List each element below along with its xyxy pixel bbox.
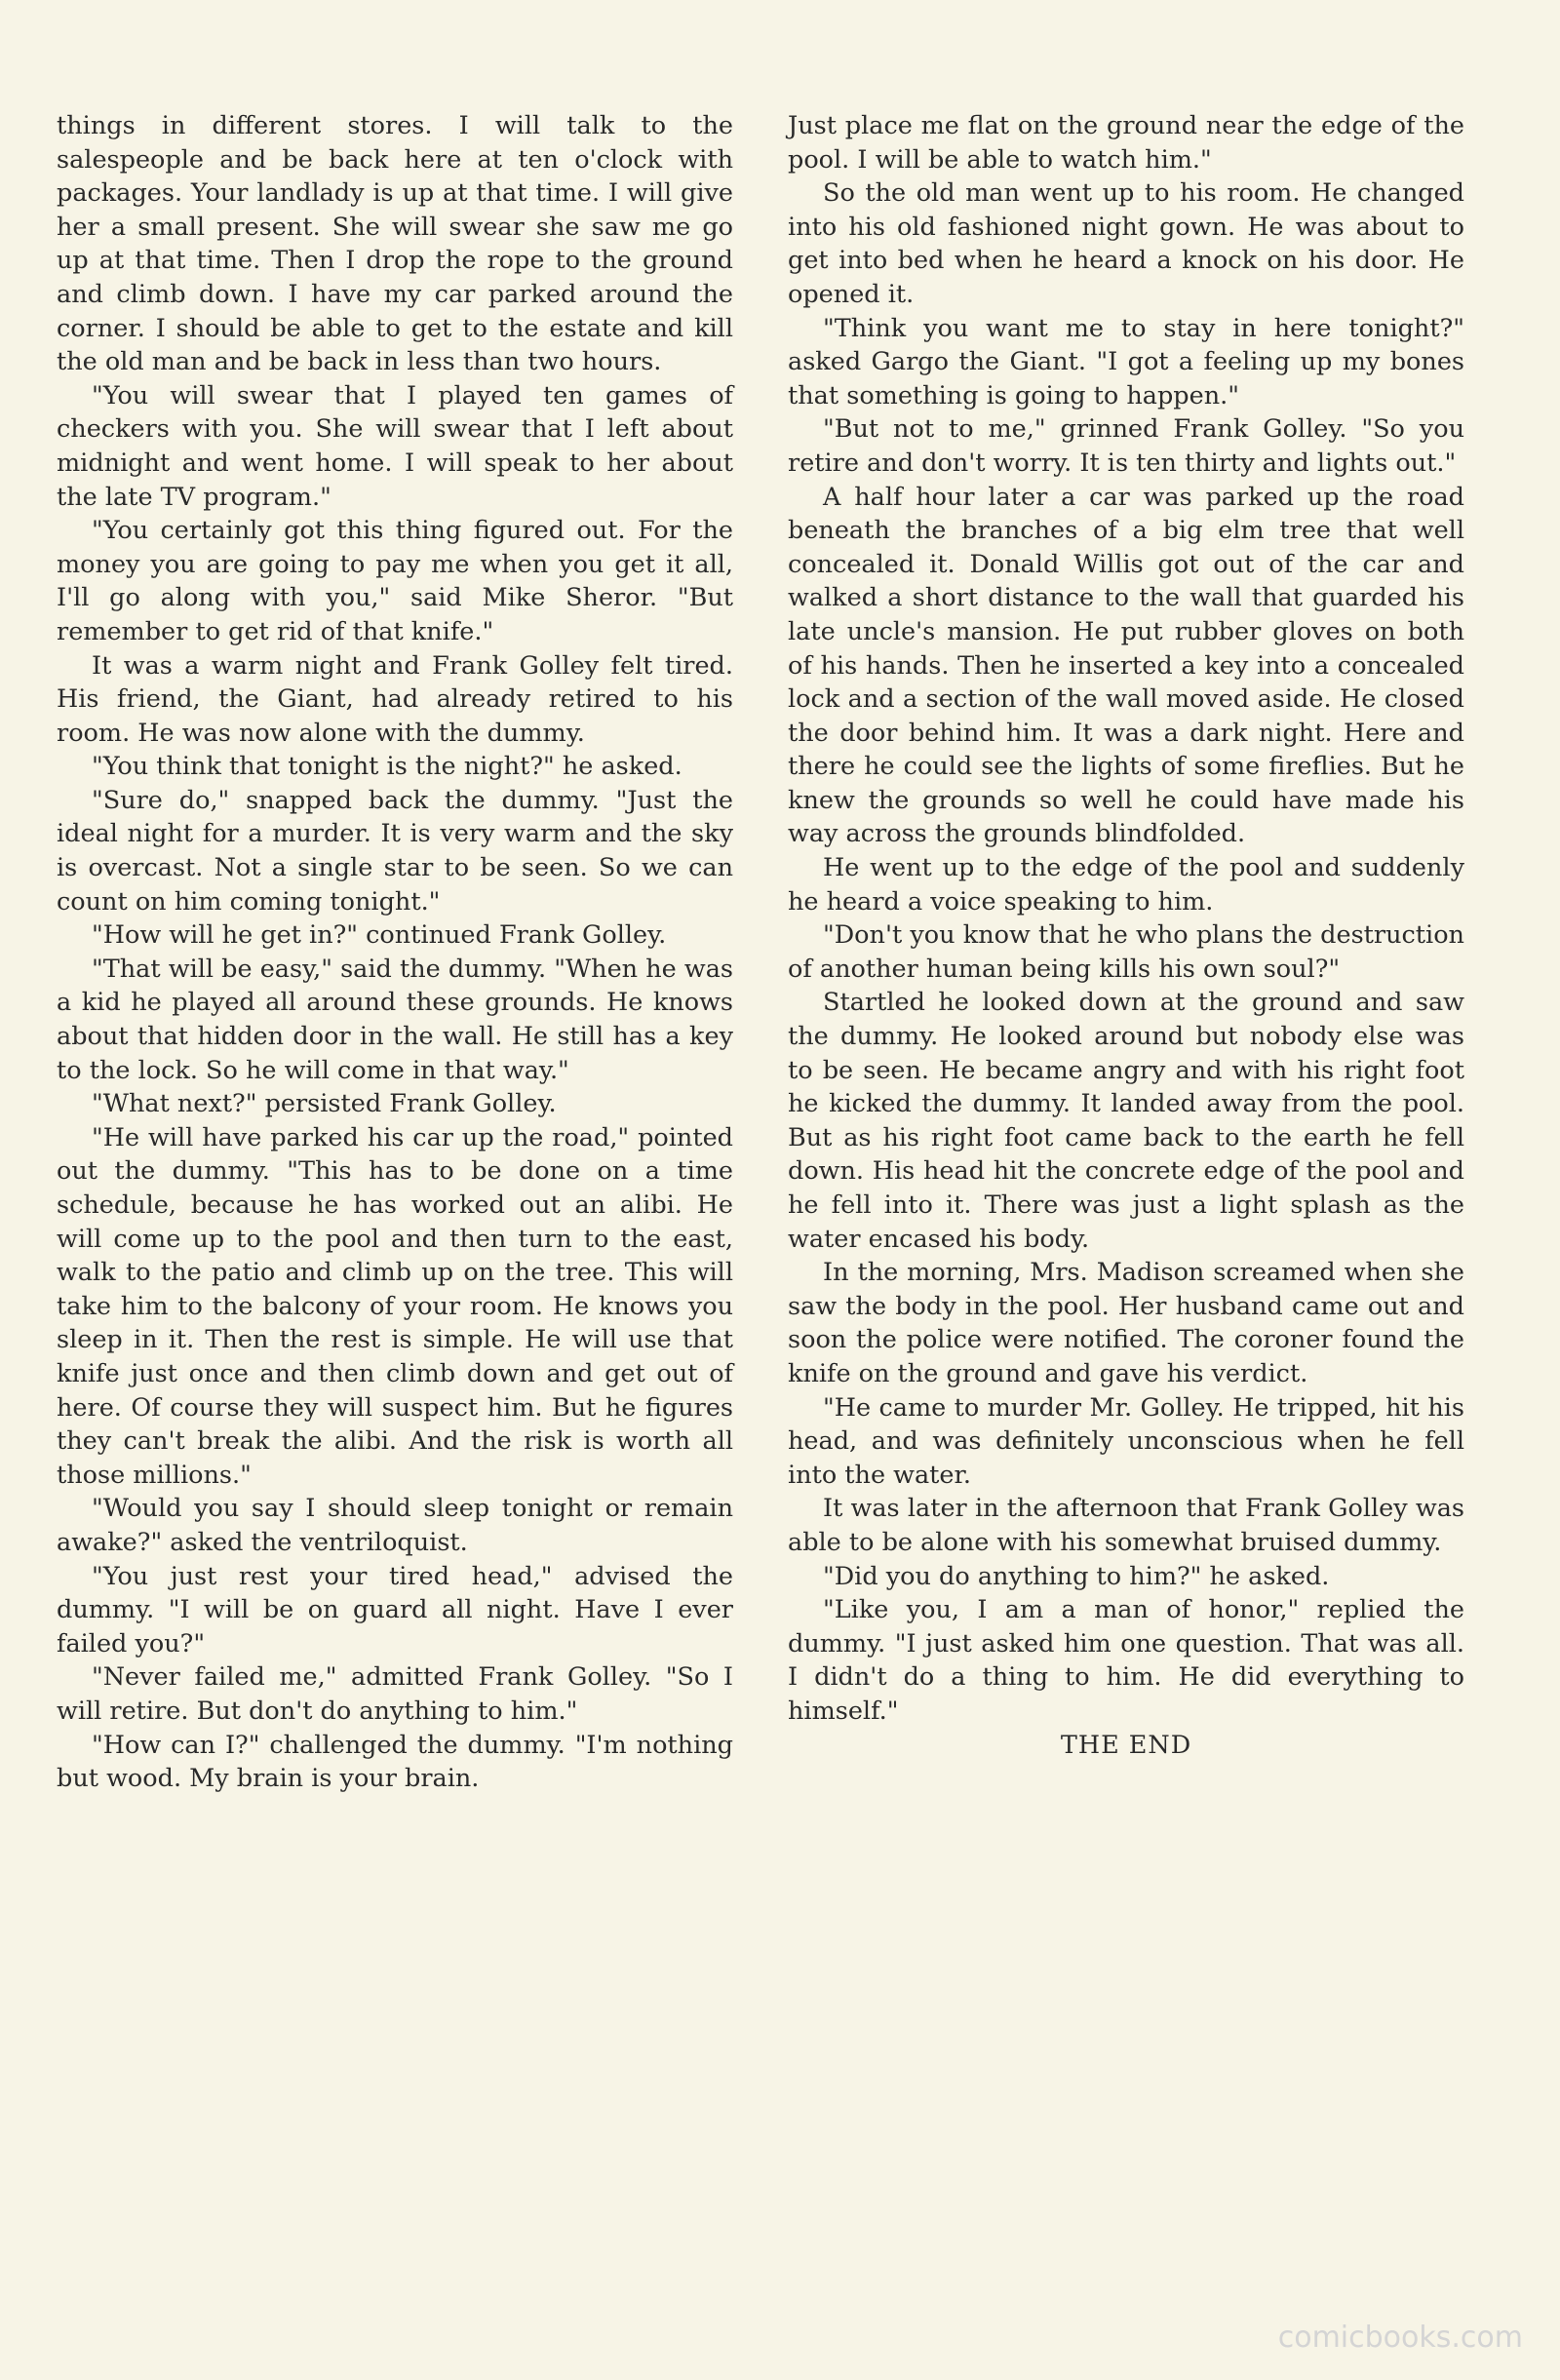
paragraph: things in different stores. I will talk to the salespeople and be back here at ten o'clock with packages. Your landlady is up at that time. I will give her a small present. She will swear she saw me go up at that time. Then I drop the rope to the ground and climb down. I have my car parked around the corner. I should be able to get to the estate and kill the old man and be back in less than two hours. (57, 111, 733, 377)
paragraph: "That will be easy," said the dummy. "When he was a kid he played all around these grounds. He knows about that hidden door in the wall. He still has a key to the lock. So he will come in that way." (57, 954, 733, 1085)
paragraph: "You certainly got this thing figured out. For the money you are going to pay me when you get it all, I'll go along with you," said Mike Sheror. "But remember to get rid of that knife." (57, 516, 733, 646)
paragraph: "You just rest your tired head," advised the dummy. "I will be on guard all night. Have I ever failed you?" (57, 1561, 733, 1658)
faded-page-header (546, 6, 1014, 45)
paragraph: "Think you want me to stay in here tonight?" asked Gargo the Giant. "I got a feeling up my bones that something is going to happen." (788, 313, 1464, 410)
paragraph: "He will have parked his car up the road," pointed out the dummy. "This has to be done on a time schedule, because he has worked out an alibi. He will come up to the pool and then turn to the east, walk to the patio and climb up on the tree. This will take him to the balcony of your room. He knows you sleep in it. Then the rest is simple. He will use that knife just once and then climb down and get out of here. Of course they will suspect him. But he figures they can't break the alibi. And the risk is worth all those millions." (57, 1122, 733, 1490)
paragraph: "How will he get in?" continued Frank Golley. (92, 920, 667, 951)
paragraph: "He came to murder Mr. Golley. He tripped, hit his head, and was definitely unconscious when he fell into the water. (788, 1392, 1464, 1490)
paragraph: "You think that tonight is the night?" he asked. (92, 752, 682, 782)
paragraph: "You will swear that I played ten games of checkers with you. She will swear that I left about midnight and went home. I will speak to her about the late TV program." (57, 380, 733, 512)
site-watermark: comicbooks.com (1277, 2321, 1523, 2355)
the-end-label: THE END (1060, 1730, 1192, 1760)
paragraph: Just place me flat on the ground near the edge of the pool. I will be able to watch him." (788, 111, 1464, 175)
paragraph: "But not to me," grinned Frank Golley. "So you retire and don't worry. It is ten thirty and lights out." (788, 414, 1464, 478)
paragraph: "Did you do anything to him?" he asked. (823, 1561, 1330, 1591)
paragraph: "Never failed me," admitted Frank Golley. "So I will retire. But don't do anything to him." (57, 1662, 733, 1726)
paragraph: It was later in the afternoon that Frank Golley was able to be alone with his somewhat bruised dummy. (788, 1494, 1464, 1557)
paragraph: "Like you, I am a man of honor," replied the dummy. "I just asked him one question. That was all. I didn't do a thing to him. He did everything to himself." (788, 1595, 1464, 1726)
left-text-column (57, 109, 733, 1796)
paragraph: "Would you say I should sleep tonight or remain awake?" asked the ventriloquist. (57, 1494, 733, 1557)
paragraph: A half hour later a car was parked up the road beneath the branches of a big elm tree that well concealed it. Donald Willis got out of the car and walked a short distance to the wall that guarded his late uncle's mansion. He put rubber gloves on both of his hands. Then he inserted a key into a concealed lock and a section of the wall moved aside. He closed the door behind him. It was a dark night. Here and there he could see the lights of some fireflies. But he knew the grounds so well he could have made his way across the grounds blindfolded. (788, 482, 1464, 849)
paragraph: It was a warm night and Frank Golley felt tired. His friend, the Giant, had already retired to his room. He was now alone with the dummy. (57, 650, 733, 748)
right-text-column (788, 109, 1464, 1762)
paragraph: "Don't you know that he who plans the destruction of another human being kills his own soul?" (788, 920, 1464, 984)
paragraph: So the old man went up to his room. He changed into his old fashioned night gown. He was about to get into bed when he heard a knock on his door. He opened it. (788, 178, 1464, 309)
paragraph: "How can I?" challenged the dummy. "I'm nothing but wood. My brain is your brain. (57, 1730, 733, 1794)
paragraph: "Sure do," snapped back the dummy. "Just the ideal night for a murder. It is very warm and the sky is overcast. Not a single star to be seen. So we can count on him coming tonight." (57, 785, 733, 917)
paragraph: "What next?" persisted Frank Golley. (92, 1089, 557, 1119)
paragraph: In the morning, Mrs. Madison screamed when she saw the body in the pool. Her husband came out and soon the police were notified. The coroner found the knife on the ground and gave his verdict. (788, 1258, 1464, 1388)
paragraph: Startled he looked down at the ground and saw the dummy. He looked around but nobody else was to be seen. He became angry and with his right foot he kicked the dummy. It landed away from the pool. But as his right foot came back to the earth he fell down. His head hit the concrete edge of the pool and he fell into it. There was just a light splash as the water encased his body. (788, 988, 1464, 1254)
paragraph: He went up to the edge of the pool and suddenly he heard a voice speaking to him. (788, 853, 1464, 917)
